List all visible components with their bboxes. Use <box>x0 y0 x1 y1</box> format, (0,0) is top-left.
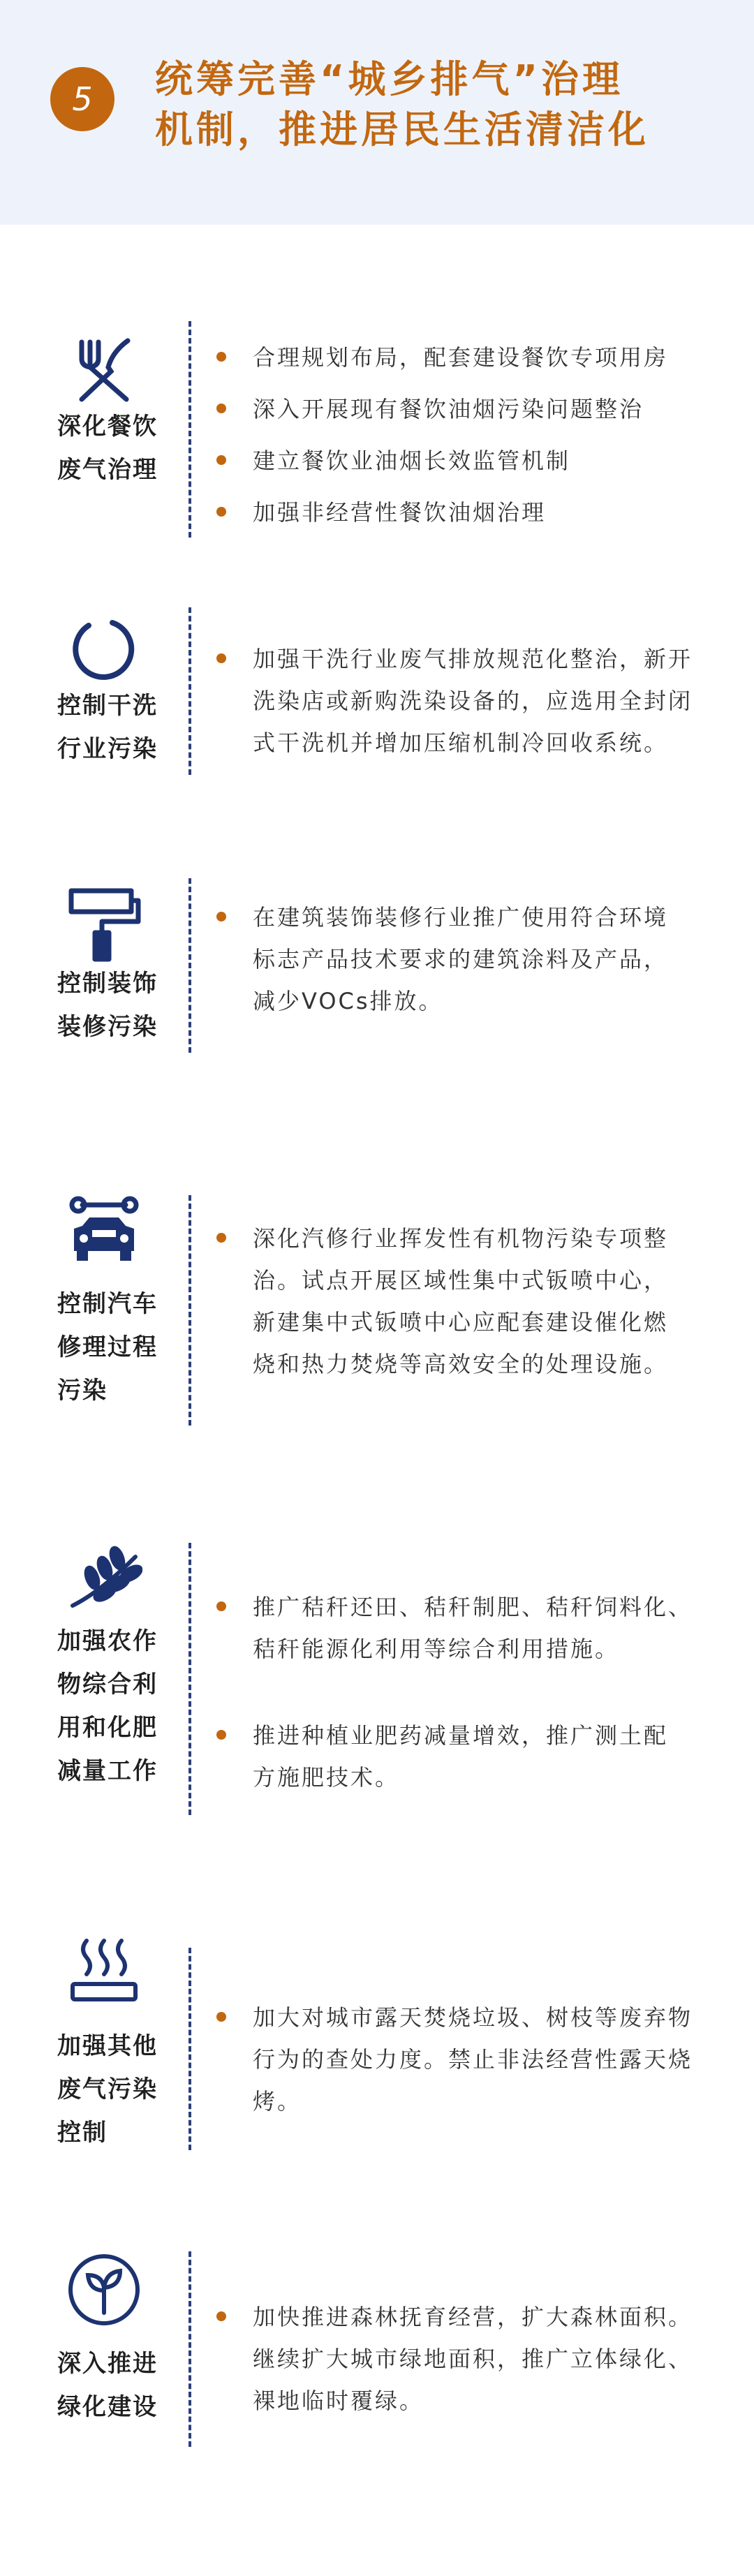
bullet-icon <box>216 1601 226 1611</box>
list-item: 加大对城市露天焚烧垃圾、树枝等废弃物 行为的查处力度。禁止非法经营性露天烧 烤。 <box>211 1997 714 2122</box>
divider <box>188 878 191 1053</box>
list-item: 合理规划布局，配套建设餐饮专项用房 <box>211 336 714 378</box>
item-list <box>211 336 714 533</box>
divider <box>188 1948 191 2150</box>
list-item: 推广秸秆还田、秸秆制肥、秸秆饲料化、 秸秆能源化利用等综合利用措施。 <box>211 1586 714 1670</box>
bullet-icon <box>216 912 226 921</box>
item-list <box>211 1217 714 1385</box>
section-number-badge: 5 <box>50 67 114 131</box>
item-list <box>211 638 714 764</box>
section-catering <box>0 321 754 545</box>
bullet-icon <box>216 2012 226 2022</box>
header-banner <box>0 0 754 225</box>
paint-roller-icon <box>63 885 145 962</box>
category-label: 控制干洗 行业污染 <box>57 692 158 763</box>
divider <box>188 1195 191 1426</box>
item-list <box>211 1997 714 2122</box>
section-greening <box>0 2251 754 2461</box>
category-label: 控制汽车 修理过程 污染 <box>57 1290 158 1405</box>
section-auto-repair <box>0 1195 754 1426</box>
bullet-icon <box>216 507 226 517</box>
heat-waves-icon <box>63 1934 145 2011</box>
wheat-icon <box>63 1543 145 1613</box>
list-item: 加强干洗行业废气排放规范化整治，新开 洗染店或新购洗染设备的，应选用全封闭 式干洗机并增加压缩机制冷回收系统。 <box>211 638 714 764</box>
item-list <box>211 1586 714 1798</box>
bullet-icon <box>216 404 226 413</box>
section-decoration <box>0 878 754 1053</box>
divider <box>188 321 191 538</box>
item-list <box>211 896 714 1022</box>
ring-icon <box>63 614 145 684</box>
bullet-icon <box>216 1233 226 1243</box>
category-label: 加强其他 废气污染 控制 <box>57 2032 158 2147</box>
list-item: 深入开展现有餐饮油烟污染问题整治 <box>211 388 714 430</box>
divider <box>188 2251 191 2447</box>
bullet-icon <box>216 653 226 663</box>
list-item: 推进种植业肥药减量增效，推广测土配 方施肥技术。 <box>211 1715 714 1798</box>
bullet-icon <box>216 2311 226 2321</box>
page-title <box>155 54 727 155</box>
section-dry-cleaning <box>0 607 754 782</box>
list-item: 在建筑装饰装修行业推广使用符合环境 标志产品技术要求的建筑涂料及产品， 减少VOCs排放。 <box>211 896 714 1022</box>
title-line-1: 统筹完善“城乡排气”治理 <box>155 57 623 101</box>
list-item: 深化汽修行业挥发性有机物污染专项整 治。试点开展区域性集中式钣喷中心， 新建集中式钣喷中心应配套建设催化燃 烧和热力焚烧等高效安全的处理设施。 <box>211 1217 714 1385</box>
item-list <box>211 2296 714 2422</box>
section-other-exhaust <box>0 1934 754 2147</box>
category-label: 深化餐饮 废气治理 <box>57 413 158 484</box>
title-line-2: 机制，推进居民生活清洁化 <box>155 108 649 151</box>
list-item: 加强非经营性餐饮油烟治理 <box>211 491 714 533</box>
bullet-icon <box>216 455 226 465</box>
bullet-icon <box>216 1730 226 1740</box>
bullet-icon <box>216 352 226 362</box>
fork-knife-icon <box>63 335 145 405</box>
divider <box>188 607 191 775</box>
section-agriculture <box>0 1543 754 1822</box>
category-label: 控制装饰 装修污染 <box>57 970 158 1041</box>
list-item: 加快推进森林抚育经营，扩大森林面积。 继续扩大城市绿地面积，推广立体绿化、 裸地临时覆绿。 <box>211 2296 714 2422</box>
category-label: 加强农作 物综合利 用和化肥 减量工作 <box>57 1627 158 1785</box>
list-item: 建立餐饮业油烟长效监管机制 <box>211 440 714 482</box>
car-wrench-icon <box>63 1195 145 1265</box>
divider <box>188 1543 191 1815</box>
category-label: 深入推进 绿化建设 <box>57 2350 158 2421</box>
sprout-icon <box>63 2251 145 2328</box>
